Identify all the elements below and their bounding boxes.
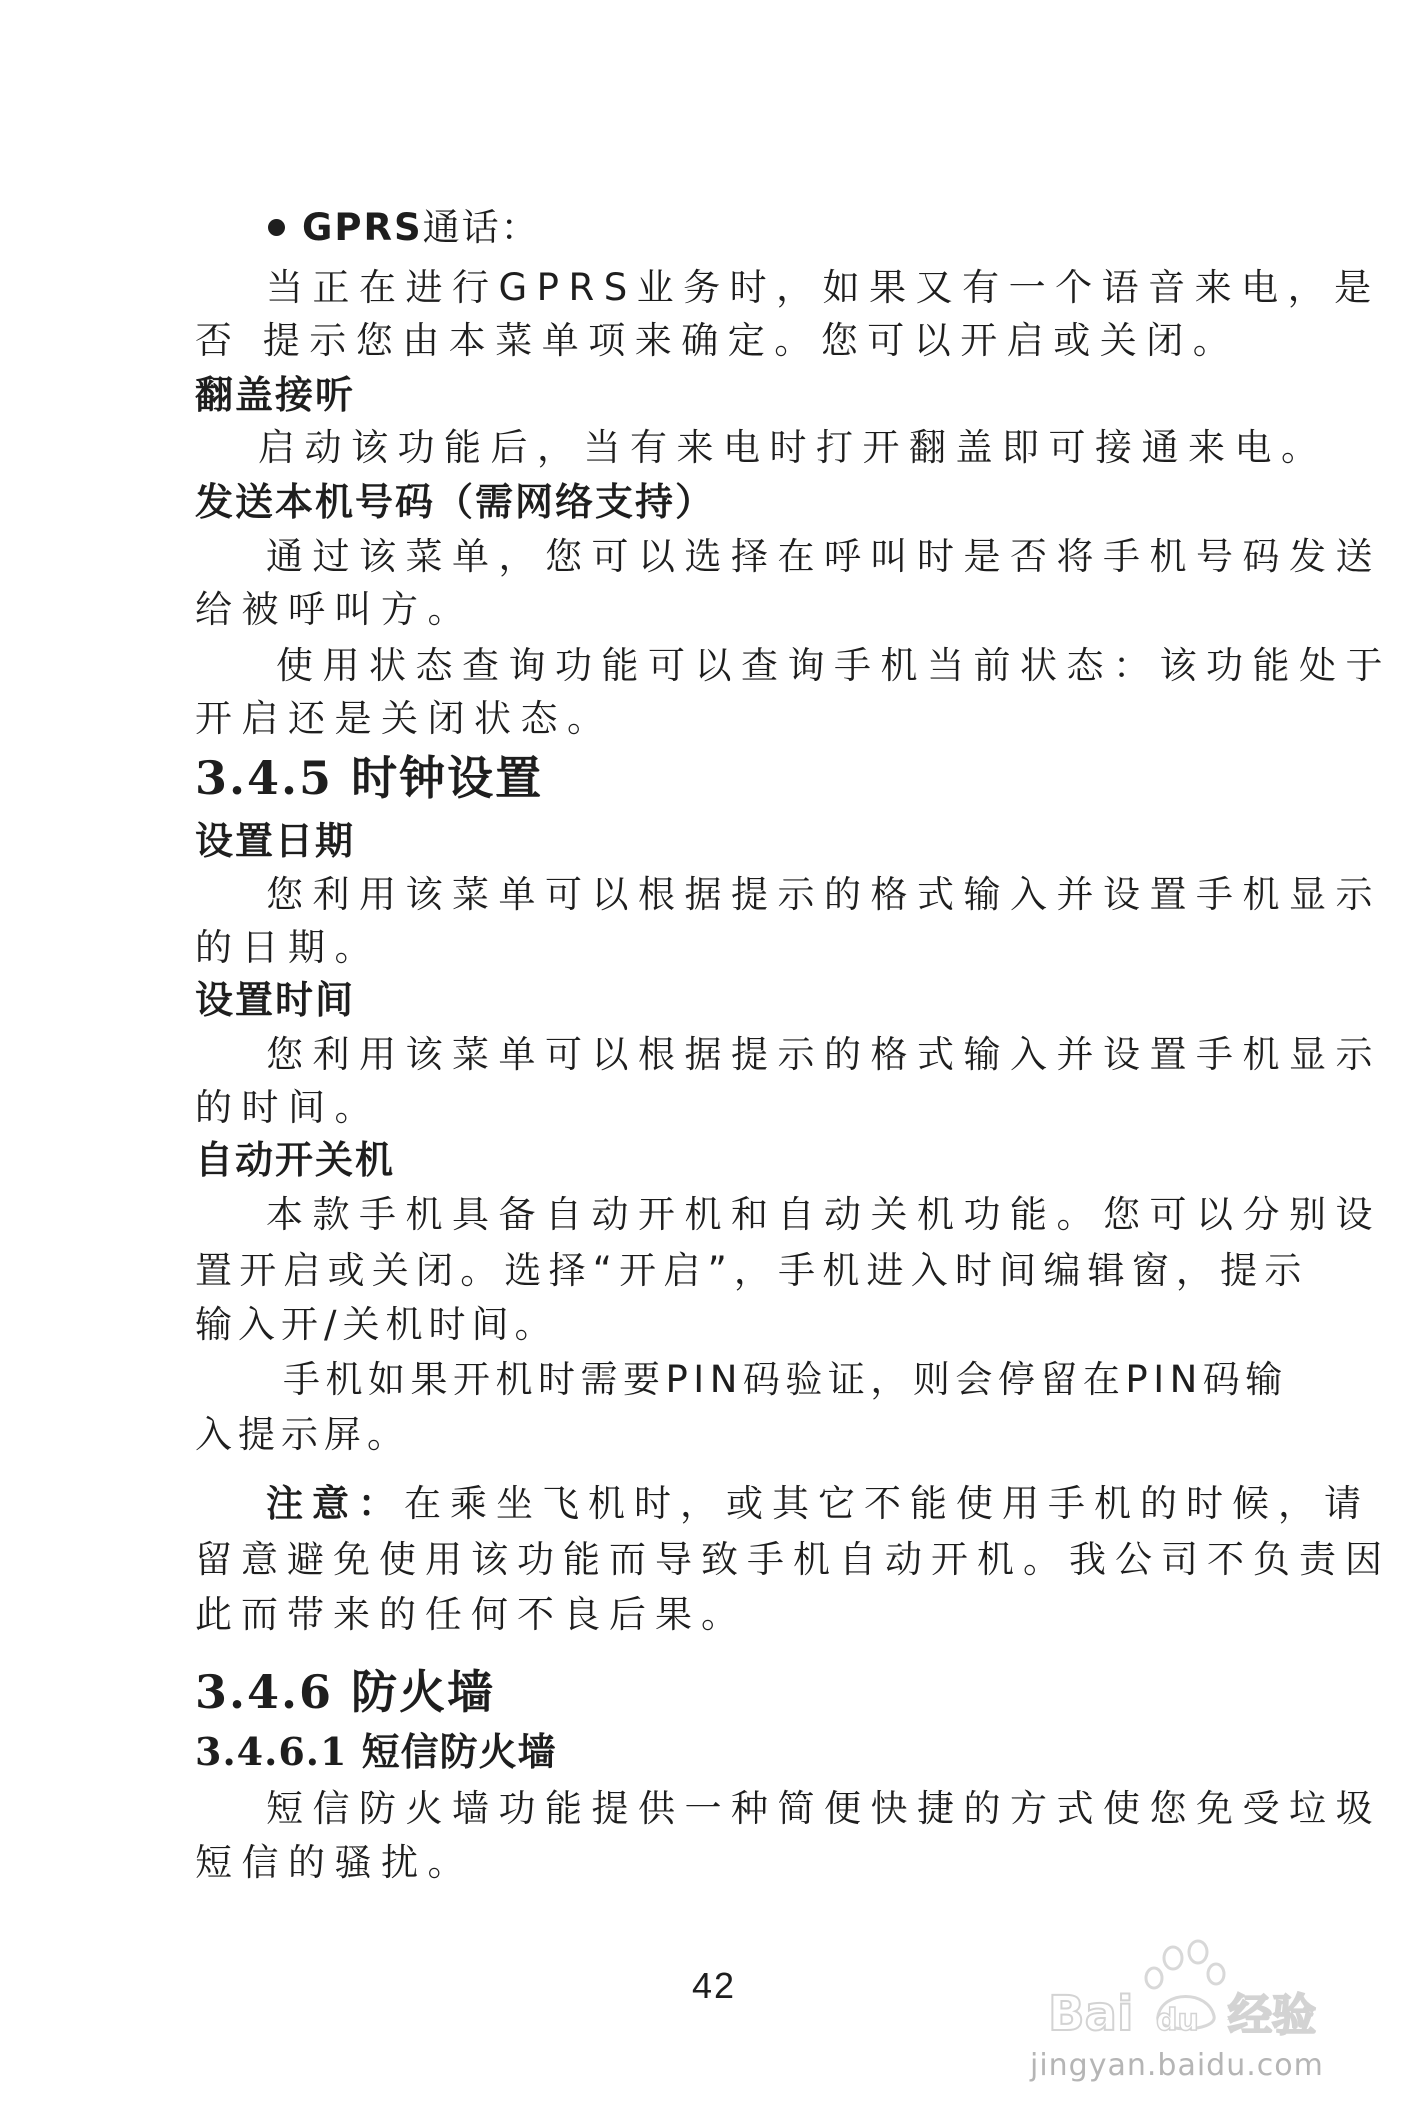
page-number: 42 [691,1965,737,2006]
heading-auto-power: 自动开关机 [195,1137,396,1182]
paragraph-line: 本款手机具备自动开机和自动关机功能。您可以分别设 [266,1193,1382,1236]
watermark-url: jingyan.baidu.com [1030,2048,1324,2083]
paragraph-line: 短信防火墙功能提供一种简便快捷的方式使您免受垃圾 [266,1787,1382,1830]
svg-text:经验: 经验 [1228,1990,1316,2041]
subsection-heading-3-4-6-1: 3.4.6.1 短信防火墙 [195,1729,557,1774]
paragraph-line: 当正在进行GPRS业务时，如果又有一个语音来电，是 [266,266,1381,309]
bullet-dot [268,219,285,236]
paragraph-line: 的日期。 [195,926,381,969]
paragraph-line: 手机如果开机时需要PIN码验证，则会停留在PIN码输 [283,1358,1288,1401]
svg-text:Bai: Bai [1048,1986,1134,2042]
paragraph-line: 您利用该菜单可以根据提示的格式输入并设置手机显示 [266,873,1382,916]
paragraph-line: 您利用该菜单可以根据提示的格式输入并设置手机显示 [266,1033,1382,1076]
paragraph-line: 开启还是关闭状态。 [195,697,614,740]
paragraph-line: 的时间。 [195,1086,381,1129]
paragraph-line: 给被呼叫方。 [195,588,474,631]
paragraph-line: 启动该功能后，当有来电时打开翻盖即可接通来电。 [258,426,1328,469]
paragraph-line: 置开启或关闭。选择“开启”，手机进入时间编辑窗，提示 [195,1249,1309,1292]
note-line: 注意：在乘坐飞机时，或其它不能使用手机的时候，请 [266,1482,1370,1525]
paragraph-line: 否 提示您由本菜单项来确定。您可以开启或关闭。 [195,319,1240,362]
note-line: 此而带来的任何不良后果。 [195,1593,747,1636]
heading-fasong: 发送本机号码（需网络支持） [195,479,716,524]
section-heading-3-4-5: 3.4.5 时钟设置 [195,751,544,805]
section-heading-3-4-6: 3.4.6 防火墙 [195,1665,496,1719]
paragraph-line: 输入开/关机时间。 [195,1303,558,1346]
note-label: 注意： [266,1482,404,1525]
heading-set-date: 设置日期 [195,818,356,863]
paragraph-line: 通过该菜单，您可以选择在呼叫时是否将手机号码发送 [266,535,1382,578]
heading-fangai: 翻盖接听 [195,372,356,417]
note-line: 留意避免使用该功能而导致手机自动开机。我公司不负责因 [195,1538,1391,1581]
heading-set-time: 设置时间 [195,977,356,1022]
svg-text:du: du [1156,2003,1199,2038]
paragraph-line: 入提示屏。 [195,1413,410,1456]
paragraph-line: 短信的骚扰。 [195,1841,474,1884]
bullet-gprs-label: GPRS通话： [302,206,540,249]
paragraph-line: 使用状态查询功能可以查询手机当前状态：该功能处于 [276,644,1392,687]
